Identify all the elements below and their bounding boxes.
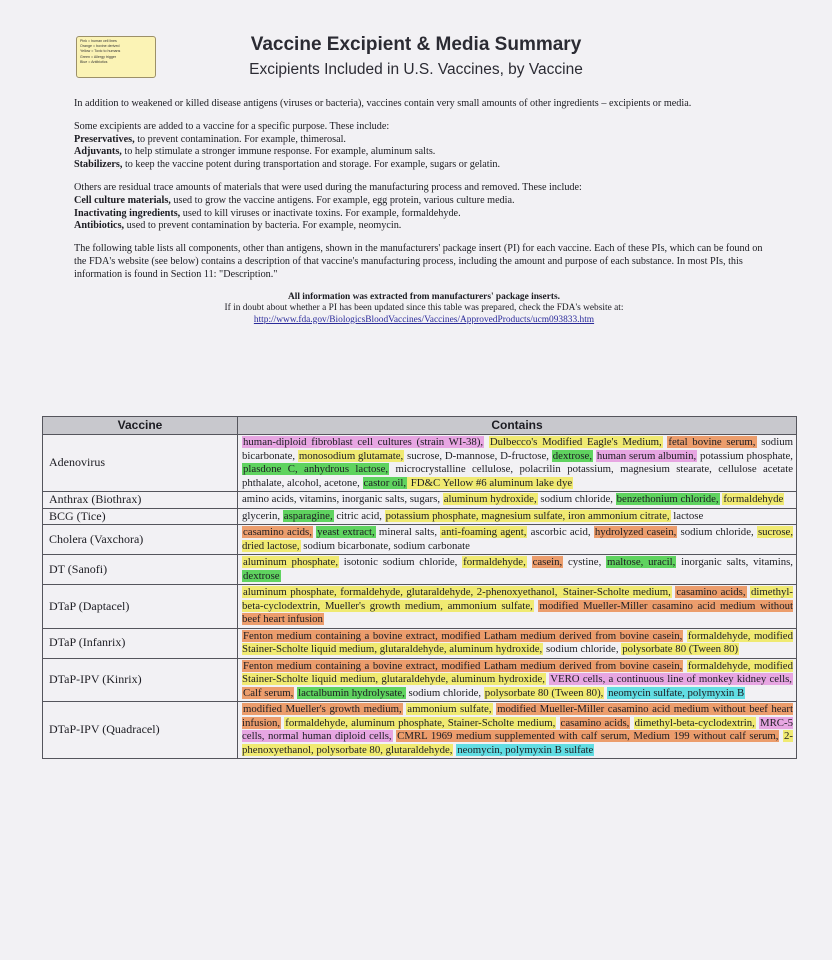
intro-text xyxy=(74,98,774,326)
ingredient-text: glycerin, xyxy=(242,509,283,522)
highlighted-ingredient: formaldehyde xyxy=(723,493,784,505)
contains-cell xyxy=(238,508,797,525)
highlighted-ingredient: maltose, uracil, xyxy=(607,556,676,568)
highlighted-ingredient: Calf serum, xyxy=(243,686,294,699)
ingredient-text: amino acids, vitamins, inorganic salts, sugars, xyxy=(242,493,443,505)
highlighted-ingredient: formaldehyde, xyxy=(463,556,526,568)
highlighted-ingredient: modified Mueller-Miller casamino acid medium without beef heart infusion xyxy=(242,599,793,625)
vaccine-name: DTaP-IPV (Kinrix) xyxy=(43,658,238,702)
ingredient-text: sodium chloride, xyxy=(405,686,484,699)
highlighted-ingredient: MRC-5 cells, normal human diploid cells, xyxy=(242,716,793,742)
ingredient-text: lactose xyxy=(670,509,704,522)
vaccine-name: DTaP (Daptacel) xyxy=(43,585,238,629)
table-row xyxy=(43,628,797,658)
table-row xyxy=(43,492,797,509)
legend-line: Green = Allergy trigger xyxy=(80,54,117,59)
highlighted-ingredient: human-diploid fibroblast cell cultures (strain WI-38), xyxy=(243,436,484,448)
legend-line: Yellow = Toxic to humans xyxy=(80,49,121,54)
contains-cell xyxy=(238,628,797,658)
desc-antibiotics: used to prevent contamination by bacteria. For example, neomycin. xyxy=(124,220,402,232)
highlighted-ingredient: dextrose, xyxy=(552,449,593,462)
table-row xyxy=(43,658,797,702)
header-vaccine: Vaccine xyxy=(43,417,238,435)
ingredient-text: mineral salts, xyxy=(375,526,441,538)
contains-cell xyxy=(238,435,797,492)
vaccine-name: BCG (Tice) xyxy=(43,508,238,525)
header-contains: Contains xyxy=(238,417,797,435)
contains-cell xyxy=(238,525,797,555)
vaccine-name: Cholera (Vaxchora) xyxy=(43,525,238,555)
table-row xyxy=(43,435,797,492)
highlighted-ingredient: aluminum phosphate, xyxy=(243,556,339,568)
highlighted-ingredient: formaldehyde, aluminum phosphate, Stainer-Scholte medium, xyxy=(285,716,556,729)
ingredient-text xyxy=(527,556,532,568)
highlighted-ingredient: casamino acids, xyxy=(676,586,746,598)
highlighted-ingredient: Dulbecco's Modified Eagle's Medium, xyxy=(489,436,662,448)
contains-cell xyxy=(238,492,797,509)
term-preservatives: Preservatives, xyxy=(74,133,135,145)
highlighted-ingredient: FD&C Yellow #6 aluminum lake dye xyxy=(408,476,573,489)
contains-cell xyxy=(238,702,797,759)
ingredient-text: inorganic salts, vitamins, xyxy=(676,556,794,568)
highlighted-ingredient: modified Mueller's growth medium, xyxy=(243,703,402,715)
table-body xyxy=(43,435,797,759)
ingredient-text: isotonic sodium chloride, xyxy=(339,556,463,568)
highlighted-ingredient: benzethonium chloride, xyxy=(616,493,719,505)
source-note-strong: All information was extracted from manufacturers' package inserts. xyxy=(287,291,560,302)
table-row xyxy=(43,702,797,759)
ingredient-text: citric acid, xyxy=(333,509,385,522)
highlighted-ingredient: polysorbate 80 (Tween 80) xyxy=(622,643,739,655)
highlighted-ingredient: potassium phosphate, magnesium sulfate, iron ammonium citrate, xyxy=(385,509,670,522)
legend-line: Pink = human cell lines xyxy=(80,39,117,43)
highlighted-ingredient: VERO cells, a continuous line of monkey kidney cells, xyxy=(550,673,792,685)
table-row xyxy=(43,555,797,585)
highlighted-ingredient: neomycin sulfate, polymyxin B xyxy=(608,686,745,699)
highlighted-ingredient: dimethyl-beta-cyclodextrin, Mueller's growth medium, ammonium sulfate, xyxy=(242,586,793,612)
page-title: Vaccine Excipient & Media Summary xyxy=(250,34,582,55)
ingredient-text: ascorbic acid, xyxy=(527,526,594,538)
highlighted-ingredient: plasdone C, anhydrous lactose, xyxy=(243,463,389,475)
vaccine-name: Adenovirus xyxy=(43,435,238,492)
table-header-row xyxy=(43,417,797,435)
highlighted-ingredient: dextrose xyxy=(243,569,280,582)
highlighted-ingredient: Fenton medium containing a bovine extract, modified Latham medium derived from bovine casein, xyxy=(243,659,683,672)
fda-link[interactable]: http://www.fda.gov/BiologicsBloodVaccines/Vaccines/ApprovedProducts/ucm093833.htm xyxy=(253,314,595,325)
highlighted-ingredient: modified Mueller-Miller casamino acid medium without beef heart infusion, xyxy=(242,703,793,729)
highlighted-ingredient: asparagine, xyxy=(283,509,333,522)
intro-paragraph-3-lead: Others are residual trace amounts of materials that were used during the manufacturing process and removed. These include: xyxy=(74,181,582,193)
highlighted-ingredient: CMRL 1969 medium supplemented with calf serum, Medium 199 without calf serum, xyxy=(397,730,779,742)
highlighted-ingredient: neomycin, polymyxin B sulfate xyxy=(457,743,594,756)
ingredient-text: sodium chloride, xyxy=(537,493,616,505)
table-row xyxy=(43,585,797,629)
contains-cell xyxy=(238,585,797,629)
highlighted-ingredient: formaldehyde, modified Stainer-Scholte liquid medium, glutaraldehyde, aluminum hydroxide, xyxy=(242,629,793,655)
highlighted-ingredient: formaldehyde, modified Stainer-Scholte liquid medium, glutaraldehyde, aluminum hydroxide, xyxy=(242,659,793,685)
highlighted-ingredient: polysorbate 80 (Tween 80), xyxy=(484,686,604,699)
vaccine-name: DT (Sanofi) xyxy=(43,555,238,585)
source-note-line: If in doubt about whether a PI has been updated since this table was prepared, check the FDA's website at: xyxy=(224,303,624,314)
term-antibiotics: Antibiotics, xyxy=(74,220,125,232)
excipient-table xyxy=(42,416,797,759)
highlighted-ingredient: anti-foaming agent, xyxy=(441,526,527,538)
ingredient-text: sodium chloride, xyxy=(543,643,622,655)
vaccine-name: DTaP-IPV (Quadracel) xyxy=(43,702,238,759)
highlighted-ingredient: yeast extract, xyxy=(317,526,375,538)
intro-paragraph-2-lead: Some excipients are added to a vaccine for a specific purpose. These include: xyxy=(74,120,390,132)
highlighted-ingredient: dimethyl-beta-cyclodextrin, xyxy=(634,716,755,729)
term-inactivating: Inactivating ingredients, xyxy=(74,207,181,219)
desc-cell-culture: used to grow the vaccine antigens. For example, egg protein, various culture media. xyxy=(170,194,515,206)
term-cell-culture: Cell culture materials, xyxy=(74,194,171,206)
highlighted-ingredient: aluminum hydroxide, xyxy=(443,493,537,505)
ingredient-text: sodium chloride, xyxy=(677,526,757,538)
vaccine-name: DTaP (Infanrix) xyxy=(43,628,238,658)
color-legend-sticker xyxy=(76,36,156,78)
highlighted-ingredient: lactalbumin hydrolysate, xyxy=(298,686,405,699)
ingredient-text: sodium bicarbonate, xyxy=(242,436,794,462)
desc-inactivating: used to kill viruses or inactivate toxins. For example, formaldehyde. xyxy=(180,207,461,219)
highlighted-ingredient: monosodium glutamate, xyxy=(298,449,404,462)
legend-line: Orange = bovine derived xyxy=(80,44,120,49)
ingredient-text: potassium phosphate, xyxy=(697,449,794,462)
source-note xyxy=(74,292,774,327)
highlighted-ingredient: casamino acids, xyxy=(243,526,312,538)
table-row xyxy=(43,508,797,525)
highlighted-ingredient: Fenton medium containing a bovine extract, modified Latham medium derived from bovine casein, xyxy=(243,629,683,642)
highlighted-ingredient: ammonium sulfate, xyxy=(407,703,492,715)
vaccine-name: Anthrax (Biothrax) xyxy=(43,492,238,509)
highlighted-ingredient: castor oil, xyxy=(363,476,407,489)
ingredient-text: microcrystalline cellulose, polacrilin potassium, magnesium stearate, cellulose acetate phthalate, alcohol, acetone, xyxy=(242,463,793,489)
contains-cell xyxy=(238,658,797,702)
desc-adjuvants: to help stimulate a stronger immune response. For example, aluminum salts. xyxy=(121,146,436,158)
intro-paragraph-1: In addition to weakened or killed disease antigens (viruses or bacteria), vaccines contain very small amounts of other ingredients – excipients or media. xyxy=(74,98,692,109)
highlighted-ingredient: aluminum phosphate, formaldehyde, glutaraldehyde, 2-phenoxyethanol, xyxy=(243,586,558,598)
highlighted-ingredient: human serum albumin, xyxy=(596,449,697,462)
term-stabilizers: Stabilizers, xyxy=(74,159,123,171)
ingredient-text: sodium bicarbonate, sodium carbonate xyxy=(300,539,470,552)
highlighted-ingredient: fetal bovine serum, xyxy=(668,436,756,448)
highlighted-ingredient: hydrolyzed casein, xyxy=(594,526,677,538)
desc-stabilizers: to keep the vaccine potent during transportation and storage. For example, sugars or gelatin. xyxy=(122,159,501,171)
desc-preservatives: to prevent contamination. For example, thimerosal. xyxy=(134,133,346,145)
ingredient-text: sucrose, D-mannose, D-fructose, xyxy=(404,449,552,462)
ingredient-text: cystine, xyxy=(563,556,607,568)
term-adjuvants: Adjuvants, xyxy=(74,146,122,158)
highlighted-ingredient: 2-phenoxyethanol, polysorbate 80, glutaraldehyde, xyxy=(242,730,794,756)
intro-paragraph-4: The following table lists all components, other than antigens, shown in the manufacturers' package insert (PI) for each vaccine. Each of these PIs, which can be found on the FDA's website (see below) contains a description of that vaccine's manufacturing process, including the amount and purpose of each substance. In most PIs, this information is found in Section 11: "Description." xyxy=(74,243,763,280)
highlighted-ingredient: casamino acids, xyxy=(560,716,630,729)
legend-line: Blue = Antibiotics xyxy=(80,59,108,64)
intro-paragraph-2 xyxy=(74,121,774,172)
contains-cell xyxy=(238,555,797,585)
highlighted-ingredient: Stainer-Scholte medium, xyxy=(559,586,671,598)
intro-paragraph-3 xyxy=(74,182,774,233)
highlighted-ingredient: sucrose, dried lactose, xyxy=(242,526,794,552)
table-row xyxy=(43,525,797,555)
highlighted-ingredient: casein, xyxy=(532,556,563,568)
page-subtitle: Excipients Included in U.S. Vaccines, by Vaccine xyxy=(249,61,583,78)
